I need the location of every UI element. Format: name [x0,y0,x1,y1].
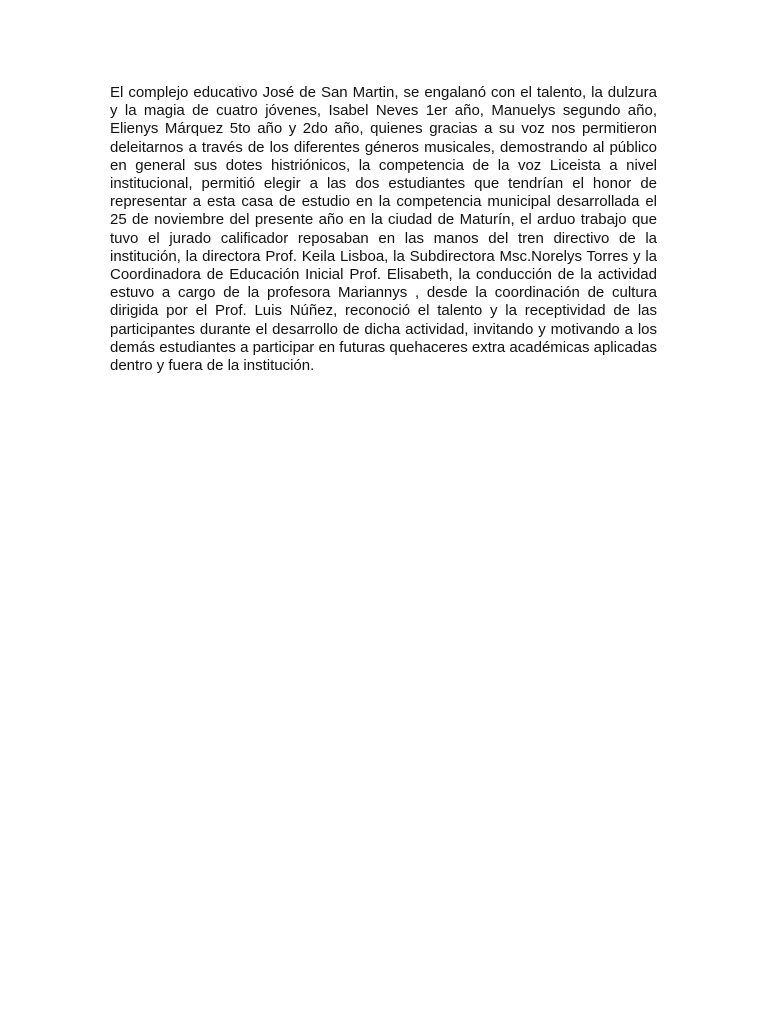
body-paragraph: El complejo educativo José de San Martin, se engalanó con el talento, la dulzura y la magia de cuatro jóvenes, Isabel Neves 1er año, Manuelys segundo año, Elienys Márquez 5to año y 2do año, quienes gracias a su voz nos permitieron deleitarnos a través de los diferentes géneros musicales, demostrando al público en general sus dotes histriónicos, la competencia de la voz Liceista a nivel institucional, permitió elegir a las dos estudiantes que tendrían el honor de representar a esta casa de estudio en la competencia municipal desarrollada el 25 de noviembre del presente año en la ciudad de Maturín, el arduo trabajo que tuvo el jurado calificador reposaban en las manos del tren directivo de la institución, la directora Prof. Keila Lisboa, la Subdirectora Msc.Norelys Torres y la Coordinadora de Educación Inicial Prof. Elisabeth, la conducción de la actividad estuvo a cargo de la profesora Mariannys , desde la coordinación de cultura dirigida por el Prof. Luis Núñez, reconoció el talento y la receptividad de las participantes durante el desarrollo de dicha actividad, invitando y motivando a los demás estudiantes a participar en futuras quehaceres extra académicas aplicadas dentro y fuera de la institución. [110,84,657,375]
